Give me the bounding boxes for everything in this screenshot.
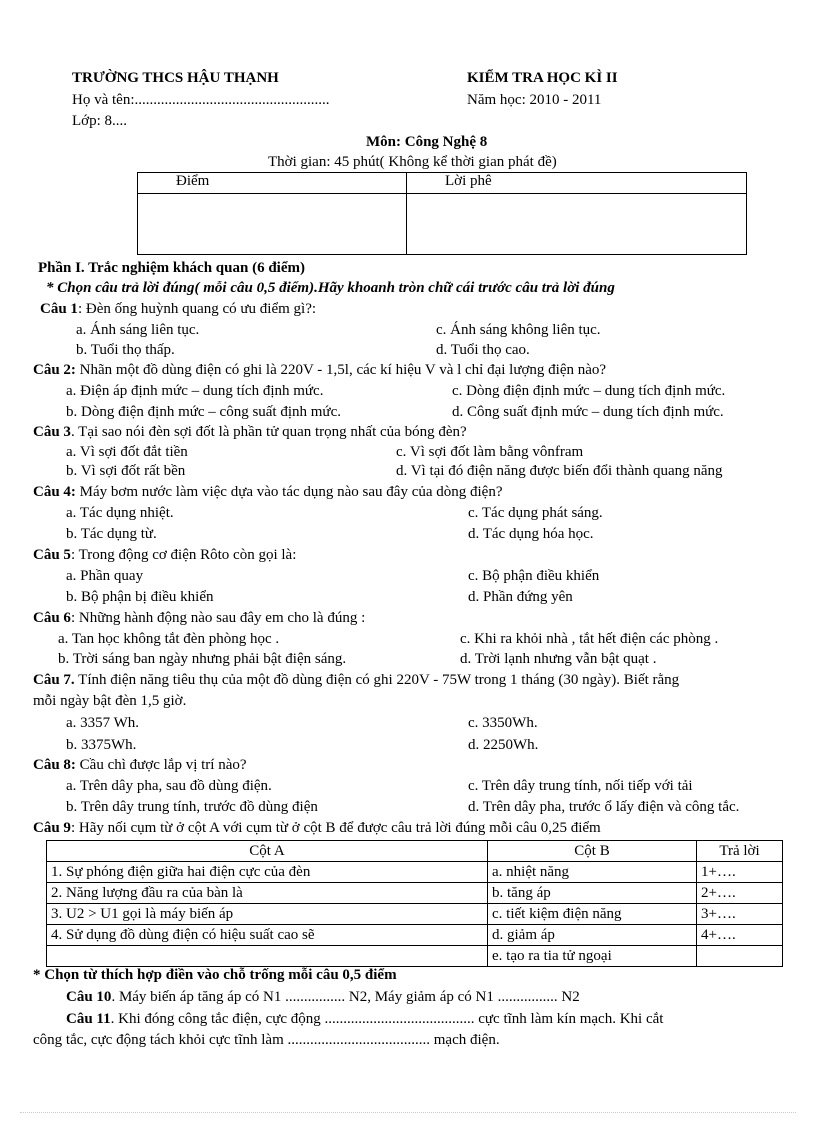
q5-option-d: d. Phần đứng yên	[468, 589, 573, 605]
question-1: Câu 1: Đèn ống huỳnh quang có ưu điểm gì?:	[40, 301, 317, 317]
answer-cell: 3+….	[697, 904, 783, 925]
q6-option-a: a. Tan học không tắt đèn phòng học .	[58, 631, 280, 647]
answer-header: Trả lời	[697, 841, 783, 862]
q3-option-a: a. Vì sợi đốt đắt tiền	[66, 444, 188, 460]
table-row	[47, 946, 783, 967]
table-row	[47, 883, 783, 904]
col-b-header: Cột B	[488, 841, 697, 862]
question-8: Câu 8: Cầu chì được lắp vị trí nào?	[33, 757, 247, 773]
question-7-cont: mỗi ngày bật đèn 1,5 giờ.	[33, 693, 187, 709]
question-11-cont: công tắc, cực động tách khỏi cực tĩnh làm ...................................... mạch điện.	[33, 1032, 500, 1048]
q2-option-d: d. Công suất định mức – dung tích định mức.	[452, 404, 724, 420]
question-4: Câu 4: Máy bơm nước làm việc dựa vào tác dụng nào sau đây của dòng điện?	[33, 484, 503, 500]
q1-option-d: d. Tuổi thọ cao.	[436, 342, 530, 358]
answer-cell: 4+….	[697, 925, 783, 946]
score-cell	[138, 194, 407, 255]
matching-table	[46, 840, 783, 967]
question-3: Câu 3. Tại sao nói đèn sợi đốt là phần tử quan trọng nhất của bóng đèn?	[33, 424, 467, 440]
part1-title: Phần I. Trắc nghiệm khách quan (6 điểm)	[38, 260, 305, 276]
q4-option-b: b. Tác dụng từ.	[66, 526, 157, 542]
q8-option-b: b. Trên dây trung tính, trước đồ dùng điện	[66, 799, 318, 815]
subject: Môn: Công Nghệ 8	[366, 134, 488, 150]
question-9: Câu 9: Hãy nối cụm từ ở cột A với cụm từ ở cột B để được câu trả lời đúng mỗi câu 0,25 điểm	[33, 820, 601, 836]
q1-option-a: a. Ánh sáng liên tục.	[76, 322, 200, 338]
question-10: Câu 10. Máy biến áp tăng áp có N1 ................ N2, Máy giảm áp có N1 ................ N2	[66, 989, 580, 1005]
col-b-cell: c. tiết kiệm điện năng	[488, 904, 697, 925]
col-b-cell: d. giảm áp	[488, 925, 697, 946]
table-row	[47, 925, 783, 946]
part1-instruction: * Chọn câu trả lời đúng( mỗi câu 0,5 điểm).Hãy khoanh tròn chữ cái trước câu trả lời đúng	[46, 280, 615, 296]
col-a-header: Cột A	[47, 841, 488, 862]
q1-option-b: b. Tuổi thọ thấp.	[76, 342, 175, 358]
fill-section-title: * Chọn từ thích hợp điền vào chỗ trống mỗi câu 0,5 điểm	[33, 967, 397, 983]
q2-option-b: b. Dòng điện định mức – công suất định mức.	[66, 404, 341, 420]
comment-cell	[407, 194, 747, 255]
answer-cell: 2+….	[697, 883, 783, 904]
exam-title: KIỂM TRA HỌC KÌ II	[467, 70, 618, 86]
answer-cell	[697, 946, 783, 967]
question-2: Câu 2: Nhãn một đồ dùng điện có ghi là 220V - 1,5l, các kí hiệu V và l chỉ đại lượng điện nào?	[33, 362, 607, 378]
q4-option-c: c. Tác dụng phát sáng.	[468, 505, 603, 521]
col-a-cell: 3. U2 > U1 gọi là máy biến áp	[47, 904, 488, 925]
page-footer-divider	[20, 1112, 796, 1113]
q6-option-b: b. Trời sáng ban ngày nhưng phải bật điện sáng.	[58, 651, 347, 667]
question-6: Câu 6: Những hành động nào sau đây em cho là đúng :	[33, 610, 366, 626]
q4-option-d: d. Tác dụng hóa học.	[468, 526, 594, 542]
name-label: Họ và tên:....................................................	[72, 92, 330, 108]
school-name: TRƯỜNG THCS HẬU THẠNH	[72, 70, 279, 86]
q5-option-c: c. Bộ phận điều khiển	[468, 568, 600, 584]
q8-option-c: c. Trên dây trung tính, nối tiếp với tải	[468, 778, 693, 794]
table-header-row	[47, 841, 783, 862]
table-row	[47, 904, 783, 925]
q2-option-a: a. Điện áp định mức – dung tích định mức.	[66, 383, 324, 399]
col-b-cell: b. tăng áp	[488, 883, 697, 904]
q7-option-b: b. 3375Wh.	[66, 737, 137, 753]
table-row	[47, 862, 783, 883]
q4-option-a: a. Tác dụng nhiệt.	[66, 505, 174, 521]
score-table	[137, 172, 747, 255]
q6-option-d: d. Trời lạnh nhưng vẫn bật quạt .	[460, 651, 657, 667]
col-a-cell: 1. Sự phóng điện giữa hai điện cực của đèn	[47, 862, 488, 883]
col-a-cell: 4. Sử dụng đồ dùng điện có hiệu suất cao sẽ	[47, 925, 488, 946]
class-label: Lớp: 8....	[72, 113, 128, 129]
score-header: Điểm	[138, 173, 407, 194]
time-info: Thời gian: 45 phút( Không kể thời gian phát đề)	[268, 154, 557, 170]
question-11: Câu 11. Khi đóng công tắc điện, cực động ........................................ cực tĩnh làm kín mạch. Khi cắt	[66, 1011, 664, 1027]
comment-header: Lời phê	[407, 173, 747, 194]
q7-option-c: c. 3350Wh.	[468, 715, 538, 731]
q5-option-a: a. Phần quay	[66, 568, 144, 584]
col-a-cell	[47, 946, 488, 967]
q3-option-d: d. Vì tại đó điện năng được biến đổi thành quang năng	[396, 463, 723, 479]
q8-option-d: d. Trên dây pha, trước ổ lấy điện và công tắc.	[468, 799, 740, 815]
q2-option-c: c. Dòng điện định mức – dung tích định mức.	[452, 383, 726, 399]
col-a-cell: 2. Năng lượng đầu ra của bàn là	[47, 883, 488, 904]
question-7: Câu 7. Tính điện năng tiêu thụ của một đồ dùng điện có ghi 220V - 75W trong 1 tháng (30 ngày). Biết rằng	[33, 672, 680, 688]
q7-option-d: d. 2250Wh.	[468, 737, 539, 753]
col-b-cell: a. nhiệt năng	[488, 862, 697, 883]
school-year: Năm học: 2010 - 2011	[467, 92, 602, 108]
col-b-cell: e. tạo ra tia tử ngoại	[488, 946, 697, 967]
q1-option-c: c. Ánh sáng không liên tục.	[436, 322, 601, 338]
q5-option-b: b. Bộ phận bị điều khiển	[66, 589, 214, 605]
q8-option-a: a. Trên dây pha, sau đồ dùng điện.	[66, 778, 272, 794]
answer-cell: 1+….	[697, 862, 783, 883]
question-5: Câu 5: Trong động cơ điện Rôto còn gọi là:	[33, 547, 297, 563]
q6-option-c: c. Khi ra khỏi nhà , tắt hết điện các phòng .	[460, 631, 719, 647]
q7-option-a: a. 3357 Wh.	[66, 715, 140, 731]
q3-option-b: b. Vì sợi đốt rất bền	[66, 463, 186, 479]
q3-option-c: c. Vì sợi đốt làm bằng vônfram	[396, 444, 584, 460]
